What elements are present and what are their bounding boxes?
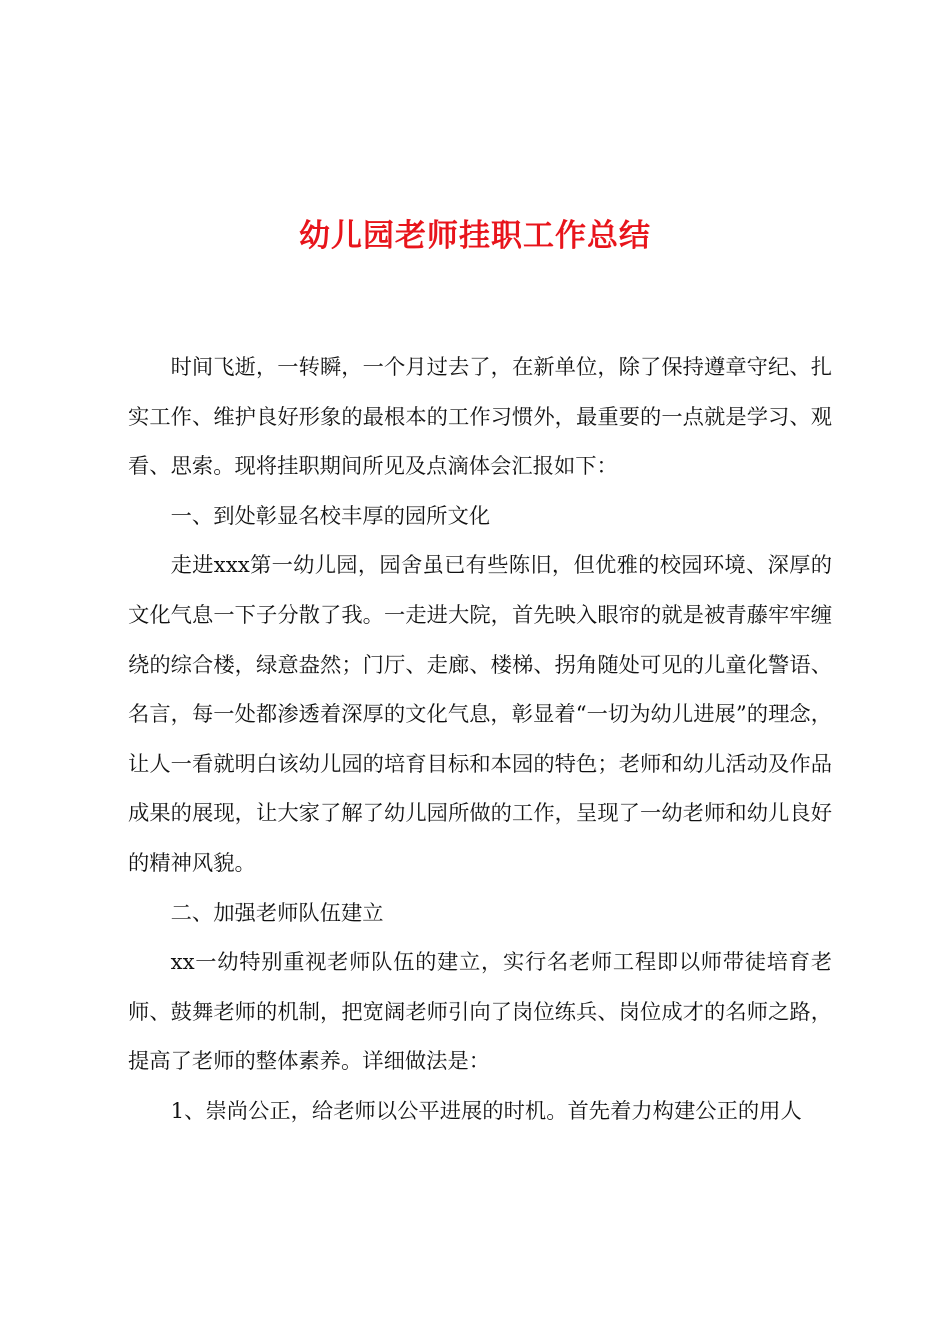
document-title: 幼儿园老师挂职工作总结 (299, 218, 651, 254)
document-body (128, 343, 832, 1137)
paragraph-item-1: 1、崇尚公正，给老师以公平进展的时机。首先着力构建公正的用人 (170, 1098, 802, 1124)
paragraph-intro: 时间飞逝，一转瞬，一个月过去了，在新单位，除了保持遵章守纪、扎实工作、维护良好形象的最根本的工作习惯外，最重要的一点就是学习、观看、思索。现将挂职期间所见及点滴体会汇报如下： (128, 355, 832, 480)
section-heading-1: 一、到处彰显名校丰厚的园所文化 (170, 503, 491, 529)
paragraph-campus-culture: 走进xxx第一幼儿园，园舍虽已有些陈旧，但优雅的校园环境、深厚的文化气息一下子分散了我。一走进大院，首先映入眼帘的就是被青藤牢牢缠绕的综合楼，绿意盎然；门厅、走廊、楼梯、拐角随处可见的儿童化警语、名言，每一处都渗透着深厚的文化气息，彰显着“一切为幼儿进展”的理念，让人一看就明白该幼儿园的培育目标和本园的特色；老师和幼儿活动及作品成果的展现，让大家了解了幼儿园所做的工作，呈现了一幼老师和幼儿良好的精神风貌。 (128, 553, 832, 876)
section-heading-2: 二、加强老师队伍建立 (170, 900, 384, 926)
paragraph-teacher-team: xx一幼特别重视老师队伍的建立，实行名老师工程即以师带徒培育老师、鼓舞老师的机制，把宽阔老师引向了岗位练兵、岗位成才的名师之路，提高了老师的整体素养。详细做法是： (128, 950, 832, 1075)
